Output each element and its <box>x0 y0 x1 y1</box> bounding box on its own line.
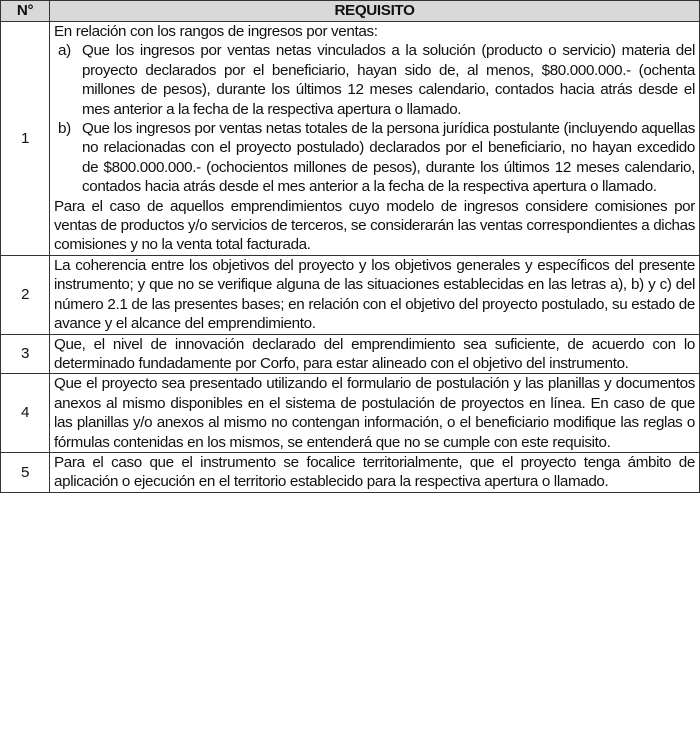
requirement-list <box>54 41 695 196</box>
table-row <box>1 334 700 374</box>
list-text: Que los ingresos por ventas netas vinculados a la solución (producto o servicio) materia del proyecto declarados por el beneficiario, hayan sido de, al menos, $80.000.000.- (ochenta millones de pesos), durante los últimos 12 meses calendario, contados hacia atrás desde el mes anterior a la fecha de la respectiva apertura o llamado. <box>82 42 695 118</box>
table-row <box>1 374 700 453</box>
row-number: 5 <box>1 452 50 492</box>
requirement-outro: Para el caso de aquellos emprendimientos cuyo modelo de ingresos considere comisiones por ventas de productos y/o servicios de terceros, se considerarán las ventas correspondientes a dichas comisiones y no la venta total facturada. <box>54 197 695 254</box>
list-label: a) <box>58 42 71 60</box>
requirement-text: La coherencia entre los objetivos del proyecto y los objetivos generales y específicos del presente instrumento; y que no se verifique alguna de las situaciones establecidas en las letras a), b) y c) del número 2.1 de las presentes bases; en relación con el objetivo del proyecto postulado, su estado de avance y el alcance del emprendimiento. <box>50 255 700 334</box>
table-row <box>1 255 700 334</box>
requirement-text: Que, el nivel de innovación declarado del emprendimiento sea suficiente, de acuerdo con lo determinado fundadamente por Corfo, para estar alineado con el objetivo del instrumento. <box>50 334 700 374</box>
header-requirement: REQUISITO <box>50 1 700 22</box>
requirement-cell <box>50 22 700 256</box>
list-item <box>54 119 695 197</box>
requirement-intro: En relación con los rangos de ingresos por ventas: <box>54 23 378 40</box>
row-number: 4 <box>1 374 50 453</box>
table-row <box>1 452 700 492</box>
row-number: 3 <box>1 334 50 374</box>
list-text: Que los ingresos por ventas netas totales de la persona jurídica postulante (incluyendo aquellas no relacionadas con el proyecto postulado) declarados por el beneficiario, no hayan excedido de $800.000.000.- (ochocientos millones de pesos), durante los últimos 12 meses calendario, contados hacia atrás desde el mes anterior a la fecha de la respectiva apertura o llamado. <box>82 120 695 196</box>
row-number: 2 <box>1 255 50 334</box>
header-row <box>1 1 700 22</box>
requirement-text: Que el proyecto sea presentado utilizando el formulario de postulación y las planillas y documentos anexos al mismo disponibles en el sistema de postulación de proyectos en línea. En caso de que las planillas y/o anexos al mismo no contengan información, o el beneficiario modifique las reglas o fórmulas contenidas en los mismos, se entenderá que no se cumple con este requisito. <box>50 374 700 453</box>
list-item <box>54 41 695 119</box>
list-label: b) <box>58 120 71 138</box>
header-number: N° <box>1 1 50 22</box>
table-row <box>1 22 700 256</box>
row-number: 1 <box>1 22 50 256</box>
requirement-text: Para el caso que el instrumento se focalice territorialmente, que el proyecto tenga ámbito de aplicación o ejecución en el territorio establecido para la respectiva apertura o llamado. <box>50 452 700 492</box>
